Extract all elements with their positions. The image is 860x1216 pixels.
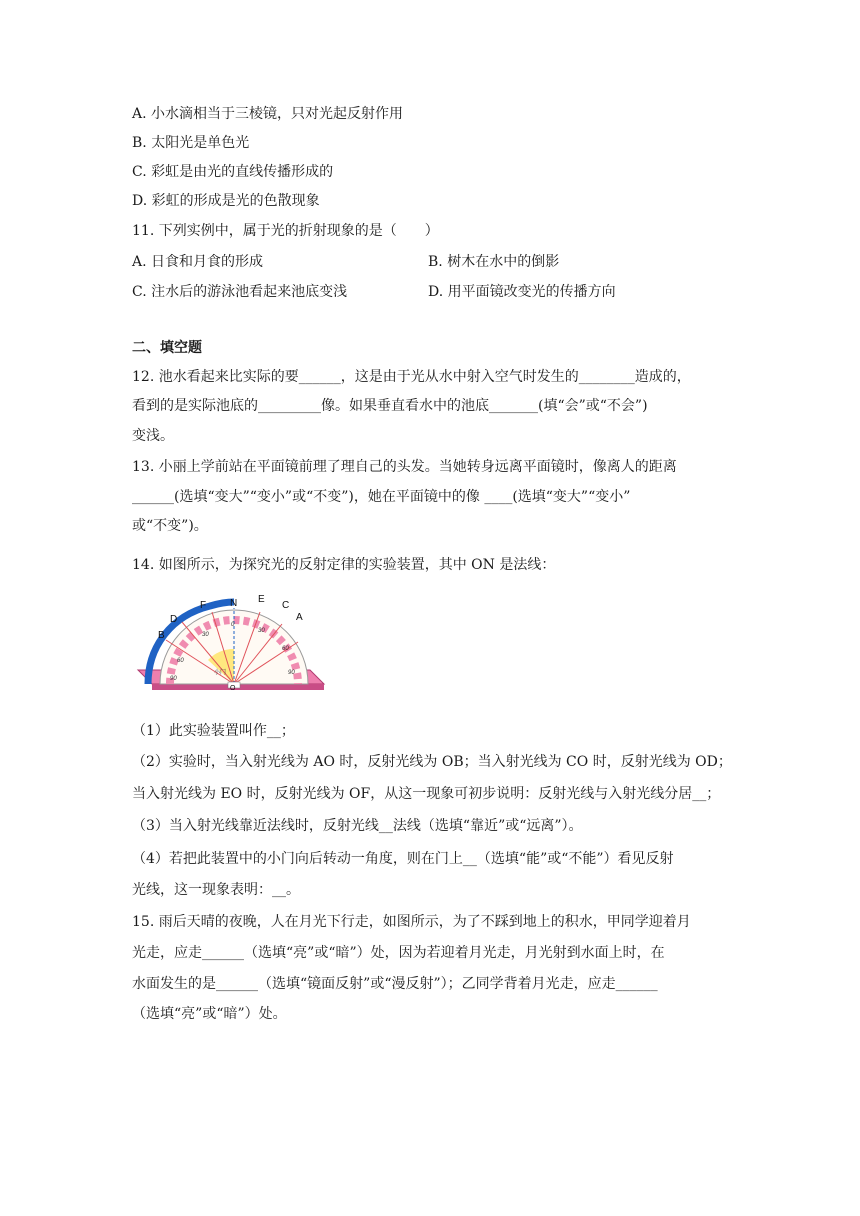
q11-option-b: B. 树木在水中的倒影 — [428, 254, 560, 270]
q14-stem: 14. 如图所示，为探究光的反射定律的实验装置，其中 ON 是法线： — [132, 557, 556, 573]
angle-90-right: 90 — [288, 670, 295, 676]
section-heading: 二、填空题 — [132, 340, 202, 356]
q14-part-4-line-2: 光线，这一现象表明：__。 — [132, 882, 300, 898]
angle-90-left: 90 — [170, 676, 177, 682]
q11-option-a: A. 日食和月食的形成 — [132, 254, 264, 270]
q13-line-1: 13. 小丽上学前站在平面镜前理了理自己的头发。当她转身远离平面镜时，像离人的距离 — [132, 459, 677, 475]
q14-part-4-line-1: （4）若把此装置中的小门向后转动一角度，则在门上__（选填“能”或“不能”）看见反射 — [132, 851, 674, 867]
label-B: B — [158, 630, 165, 641]
label-C: C — [282, 600, 290, 611]
q10-option-c: C. 彩虹是由光的直线传播形成的 — [132, 164, 334, 180]
q13-line-2: ______(选填“变大”“变小”或“不变”)，她在平面镜中的像 ____(选填“变大”“变小” — [132, 489, 631, 505]
angle-60-left: 60 — [177, 658, 184, 664]
reflection-apparatus-figure — [130, 588, 330, 703]
q13-line-3: 或“不变”)。 — [132, 518, 208, 534]
q14-part-2-line-1: （2）实验时，当入射光线为 AO 时，反射光线为 OB；当入射光线为 CO 时，反射光线为 OD； — [132, 754, 732, 770]
q10-option-d: D. 彩虹的形成是光的色散现象 — [132, 193, 320, 209]
angle-30-left: 30 — [202, 632, 209, 638]
q10-option-b: B. 太阳光是单色光 — [132, 135, 250, 151]
q14-part-3: （3）当入射光线靠近法线时，反射光线__法线（选填“靠近”或“远离”）。 — [132, 818, 583, 834]
label-E: E — [258, 594, 265, 605]
q11-option-d: D. 用平面镜改变光的传播方向 — [428, 284, 616, 300]
label-A: A — [296, 612, 303, 623]
q15-line-3: 水面发生的是______（选填“镜面反射”或“漫反射”）；乙同学背着月光走，应走______ — [132, 976, 658, 992]
q12-line-1: 12. 池水看起来比实际的要______，这是由于光从水中射入空气时发生的________造成的， — [132, 369, 691, 385]
q15-line-4: （选填“亮”或“暗”）处。 — [132, 1006, 287, 1022]
q12-line-3: 变浅。 — [132, 428, 174, 444]
label-N: N — [230, 598, 238, 609]
q10-option-a: A. 小水滴相当于三棱镜，只对光起反射作用 — [132, 106, 404, 122]
angle-30-right: 30 — [258, 628, 265, 634]
q15-line-1: 15. 雨后天晴的夜晚，人在月光下行走，如图所示，为了不踩到地上的积水，甲同学迎着月 — [132, 914, 691, 930]
label-F: F — [200, 600, 207, 611]
angle-0: 0 — [231, 622, 235, 628]
q12-line-2: 看到的是实际池底的_________像。如果垂直看水中的池底_______(填“会”或“不会”) — [132, 398, 648, 414]
q11-option-c: C. 注水后的游泳池看起来池底变浅 — [132, 284, 348, 300]
angle-60-right: 60 — [282, 646, 289, 652]
label-O: O — [230, 685, 236, 692]
q14-part-2-line-2: 当入射光线为 EO 时，反射光线为 OF，从这一现象可初步说明：反射光线与入射光线分居__； — [132, 786, 721, 802]
label-D: D — [170, 614, 178, 625]
q11-stem: 11. 下列实例中，属于光的折射现象的是（ ） — [132, 223, 439, 239]
door-label: 小门 — [214, 669, 227, 676]
q15-line-2: 光走，应走______（选填“亮”或“暗”）处，因为若迎着月光走，月光射到水面上时，在 — [132, 945, 665, 961]
q14-part-1: （1）此实验装置叫作__； — [132, 723, 295, 739]
